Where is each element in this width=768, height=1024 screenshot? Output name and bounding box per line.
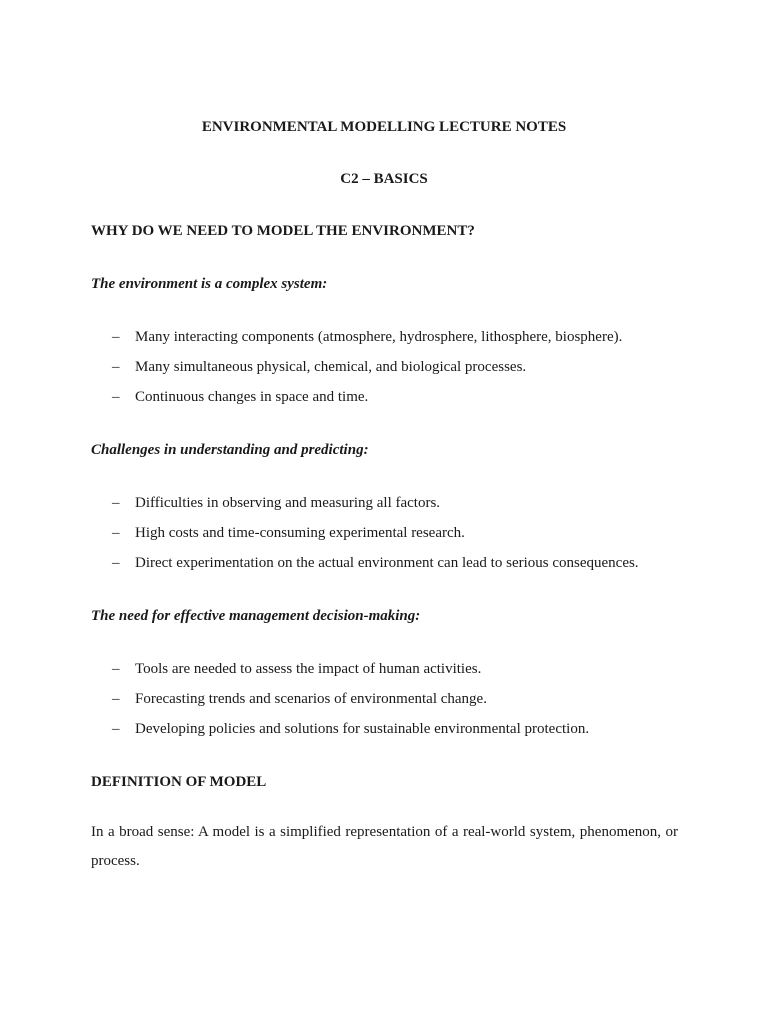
- bullet-list-challenges: [91, 494, 691, 584]
- bullet-marker: –: [112, 661, 120, 677]
- subheading-complex-system: The environment is a complex system:: [91, 276, 328, 292]
- bullet-marker: –: [112, 721, 120, 737]
- list-item: [91, 524, 691, 554]
- list-item: [91, 328, 691, 358]
- bullet-list-complex-system: [91, 328, 691, 418]
- list-item: [91, 660, 691, 690]
- list-item: [91, 720, 691, 750]
- list-item-text: Many simultaneous physical, chemical, and biological processes.: [135, 359, 527, 375]
- chapter-title: C2 – BASICS: [340, 171, 428, 187]
- bullet-marker: –: [112, 389, 120, 405]
- definition-paragraph: In a broad sense: A model is a simplified representation of a real-world system, phenomenon, or process.: [91, 824, 678, 869]
- bullet-marker: –: [112, 329, 120, 345]
- bullet-marker: –: [112, 495, 120, 511]
- list-item-text: Difficulties in observing and measuring all factors.: [135, 495, 441, 511]
- bullet-marker: –: [112, 525, 120, 541]
- document-title: ENVIRONMENTAL MODELLING LECTURE NOTES: [201, 119, 567, 135]
- bullet-marker: –: [112, 555, 120, 571]
- list-item-text: Continuous changes in space and time.: [135, 389, 369, 405]
- subheading-management: The need for effective management decision-making:: [91, 608, 421, 624]
- subheading-challenges: Challenges in understanding and predicting:: [91, 442, 369, 458]
- bullet-list-management: [91, 660, 691, 750]
- section-heading-why-model: WHY DO WE NEED TO MODEL THE ENVIRONMENT?: [91, 223, 475, 239]
- bullet-marker: –: [112, 691, 120, 707]
- list-item: [91, 554, 691, 584]
- list-item-text: Direct experimentation on the actual environment can lead to serious consequences.: [135, 555, 639, 571]
- list-item-text: Many interacting components (atmosphere, hydrosphere, lithosphere, biosphere).: [135, 329, 623, 345]
- list-item-text: Forecasting trends and scenarios of environmental change.: [135, 691, 487, 707]
- bullet-marker: –: [112, 359, 120, 375]
- list-item: [91, 388, 691, 418]
- list-item-text: High costs and time-consuming experimental research.: [135, 525, 465, 541]
- list-item: [91, 494, 691, 524]
- list-item: [91, 358, 691, 388]
- list-item-text: Developing policies and solutions for sustainable environmental protection.: [135, 721, 590, 737]
- list-item-text: Tools are needed to assess the impact of human activities.: [135, 661, 482, 677]
- section-heading-definition: DEFINITION OF MODEL: [91, 774, 267, 790]
- list-item: [91, 690, 691, 720]
